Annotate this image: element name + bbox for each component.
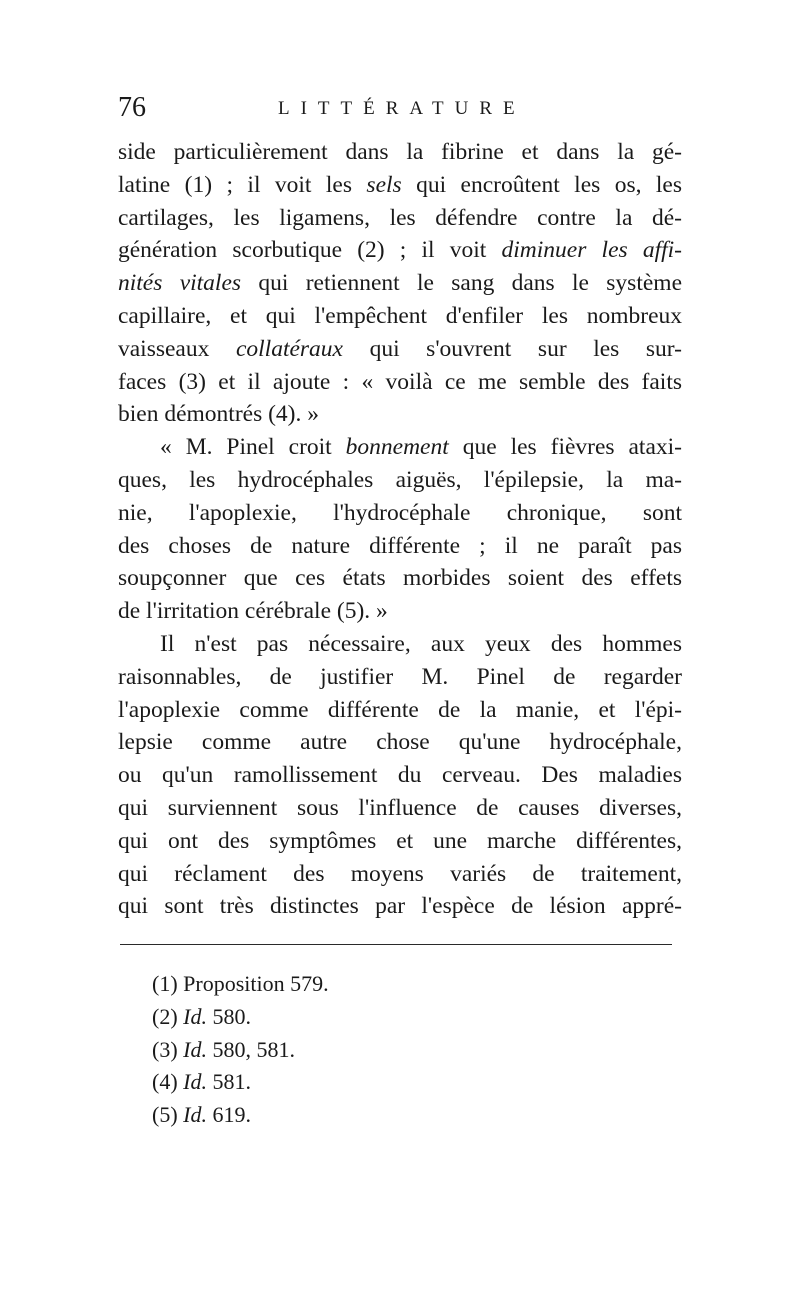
- text-line: qui réclament des moyens variés de traitement,: [118, 860, 682, 887]
- text-line: nités vitales qui retiennent le sang dans le système: [118, 270, 682, 297]
- footnote: (1) Proposition 579.: [152, 971, 329, 996]
- footnotes: [152, 968, 329, 1132]
- text-line: bien démontrés (4). »: [118, 401, 320, 428]
- page-number: 76: [118, 92, 146, 123]
- text-line: lepsie comme autre chose qu'une hydrocéphale,: [118, 729, 682, 756]
- text-line: latine (1) ; il voit les sels qui encroûtent les os, les: [118, 171, 682, 198]
- footnote-rule: [120, 944, 672, 945]
- text-line: raisonnables, de justifier M. Pinel de regarder: [118, 663, 682, 690]
- text-line: l'apoplexie comme différente de la manie, et l'épi-: [118, 696, 682, 723]
- text-line: des choses de nature différente ; il ne paraît pas: [118, 532, 682, 559]
- text-line: de l'irritation cérébrale (5). »: [118, 598, 388, 625]
- body-text: [118, 136, 682, 923]
- footnote: (3) Id. 580, 581.: [152, 1036, 295, 1062]
- text-line: side particulièrement dans la fibrine et dans la gé-: [118, 139, 682, 165]
- running-head: LITTÉRATURE: [278, 98, 526, 119]
- text-line: « M. Pinel croit bonnement que les fièvres ataxi-: [160, 434, 682, 461]
- text-line: qui surviennent sous l'influence de causes diverses,: [118, 794, 682, 821]
- text-line: capillaire, et qui l'empêchent d'enfiler les nombreux: [118, 302, 682, 329]
- text-line: qui sont très distinctes par l'espèce de lésion appré-: [118, 893, 682, 920]
- text-line: faces (3) et il ajoute : « voilà ce me semble des faits: [118, 368, 682, 395]
- footnote: (5) Id. 619.: [152, 1102, 251, 1128]
- text-line: cartilages, les ligamens, les défendre contre la dé-: [118, 204, 682, 231]
- text-line: qui ont des symptômes et une marche différentes,: [118, 827, 682, 854]
- text-line: génération scorbutique (2) ; il voit diminuer les affi-: [118, 237, 682, 264]
- footnote: (4) Id. 581.: [152, 1069, 251, 1095]
- page-header: [118, 92, 688, 132]
- text-line: nie, l'apoplexie, l'hydrocéphale chronique, sont: [118, 499, 682, 526]
- text-line: ques, les hydrocéphales aiguës, l'épilepsie, la ma-: [118, 466, 682, 493]
- text-line: vaisseaux collatéraux qui s'ouvrent sur les sur-: [118, 335, 682, 362]
- text-line: Il n'est pas nécessaire, aux yeux des hommes: [160, 630, 682, 657]
- text-line: ou qu'un ramollissement du cerveau. Des maladies: [118, 762, 682, 789]
- text-line: soupçonner que ces états morbides soient des effets: [118, 565, 682, 592]
- footnote: (2) Id. 580.: [152, 1003, 251, 1029]
